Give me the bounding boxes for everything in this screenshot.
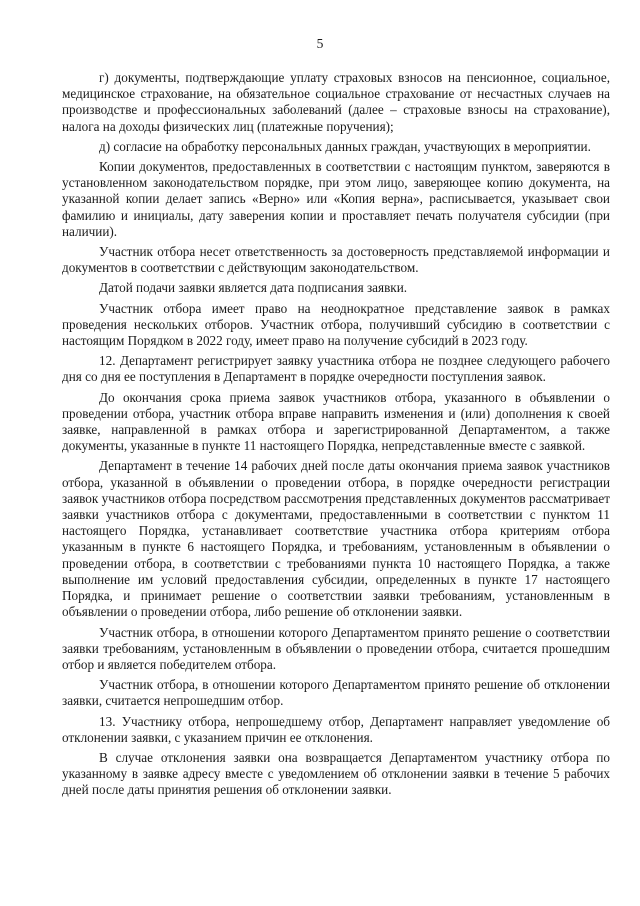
paragraph-winner: Участник отбора, в отношении которого Департаментом принято решение о соответствии заявки требованиям, установленным в объявлении о проведении отбора, считается прошедшим отбор и является победителем отбора. [62,624,610,672]
paragraph-review: Департамент в течение 14 рабочих дней после даты окончания приема заявок участников отбора, указанной в объявлении о проведении отбора, в порядке очередности регистрации заявок участников отбора посредством рассмотрения представленных документов рассматривает заявки участников отбора с документами, предоставленными в соответствии с пунктом 11 настоящего Порядка, устанавливает соответствие участника отбора критериям отбора указанным в пункте 6 настоящего Порядка, и требованиям, установленным в объявлении о проведении отбора, в соответствии с требованиями пункта 10 настоящего Порядка, а также выполнение им условий предоставления субсидии, определенных в пункте 17 настоящего Порядка, и принимает решение о соответствии заявки требованиям, установленным в объявлении о проведении отбора, либо решение об отклонении заявки. [62,458,610,620]
paragraph-submission-date: Датой подачи заявки является дата подписания заявки. [99,280,408,296]
paragraph-section-13: 13. Участнику отбора, непрошедшему отбор, Департамент направляет уведомление об отклонении заявки, с указанием причин ее отклонения. [62,713,610,745]
paragraph-copies: Копии документов, предоставленных в соответствии с настоящим пунктом, заверяются в установленном законодательством порядке, при этом лицо, заверяющее копию документа, на указанной копии делает запись «Верно» или «Копия верна», расписывается, указывает свои фамилию и инициалы, дату заверения копии и проставляет печать получателя субсидии (при наличии). [62,159,610,239]
paragraph-item-g: г) документы, подтверждающие уплату страховых взносов на пенсионное, социальное, медицинское страхование, на обязательное социальное страхование от несчастных случаев на производстве и профессиональных заболеваний (далее – страховые взносы на страхование), налога на доходы физических лиц (платежные поручения); [62,70,610,134]
paragraph-repeat-submission: Участник отбора имеет право на неоднократное представление заявок в рамках проведения нескольких отборов. Участник отбора, получивший субсидию в соответствии с настоящим Порядком в 2022 году, имеет право на получение субсидий в 2023 году. [62,300,610,349]
paragraph-return: В случае отклонения заявки она возвращается Департаментом участнику отбора по указанному в заявке адресу вместе с уведомлением об отклонении заявки в течение 5 рабочих дней после даты принятия решения об отклонении заявки. [62,749,610,798]
page-number: 5 [316,36,324,51]
paragraph-section-12: 12. Департамент регистрирует заявку участника отбора не позднее следующего рабочего дня со дня ее поступления в Департамент в порядке очередности поступления заявок. [62,353,610,385]
paragraph-item-d: д) согласие на обработку персональных данных граждан, участвующих в мероприятии. [99,138,591,154]
paragraph-responsibility: Участник отбора несет ответственность за достоверность представляемой информации и документов в соответствии с действующим законодательством. [62,244,610,276]
paragraph-amendments: До окончания срока приема заявок участников отбора, указанного в объявлении о проведении отбора, участник отбора вправе направить изменения и (или) дополнения к своей заявке, направленной в рамках отбора и зарегистрированной Департаментом, а также документы, указанные в пункте 11 настоящего Порядка, непредставленные вместе с заявкой. [62,389,610,454]
document-body [62,70,610,803]
paragraph-rejected: Участник отбора, в отношении которого Департаментом принято решение об отклонении заявки, считается непрошедшим отбор. [62,677,610,709]
